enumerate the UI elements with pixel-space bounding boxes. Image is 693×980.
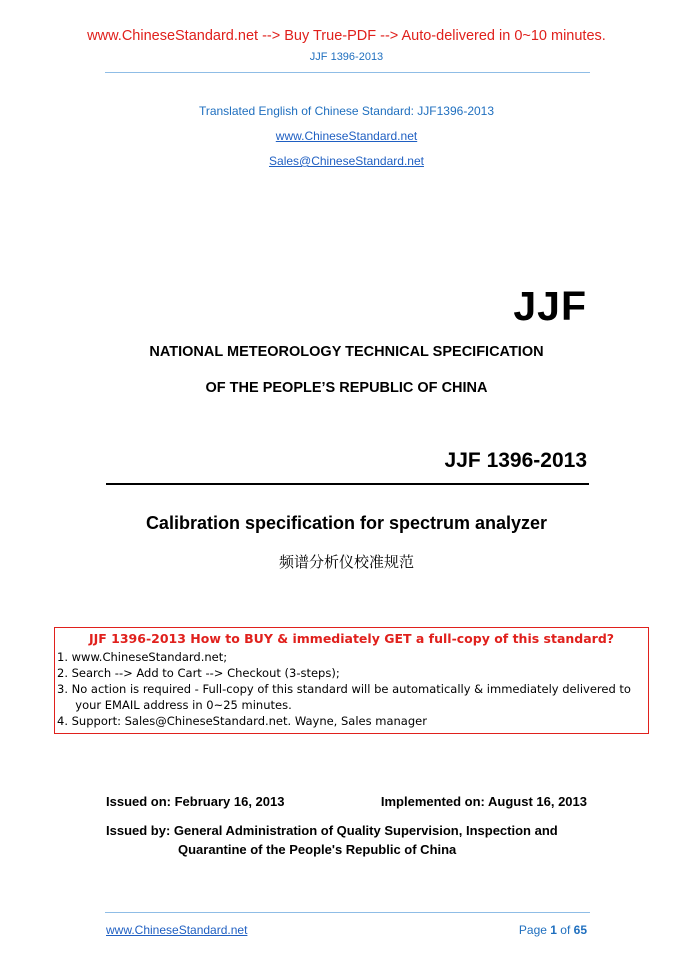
buy-step-2: 2. Search --> Add to Cart --> Checkout (3-steps); [57,666,340,680]
header-doc-code: JJF 1396-2013 [309,51,384,63]
title-english: Calibration specification for spectrum analyzer [145,513,548,533]
intro-website-link[interactable]: www.ChineseStandard.net [275,129,418,143]
title-divider [106,483,589,485]
footer-divider [105,912,590,913]
translated-note: Translated English of Chinese Standard: JJF1396-2013 [198,104,495,118]
implemented-date: Implemented on: August 16, 2013 [380,794,587,809]
org-line-1: NATIONAL METEOROLOGY TECHNICAL SPECIFICATION [149,344,544,360]
footer-website-link[interactable]: www.ChineseStandard.net [106,923,248,937]
intro-email-wrap [0,154,693,168]
issuer-line-1: Issued by: General Administration of Quality Supervision, Inspection and [106,823,558,838]
header-divider [105,72,590,73]
jjf-logo: JJF [513,283,587,329]
buy-step-4: 4. Support: Sales@ChineseStandard.net. Wayne, Sales manager [57,714,427,728]
issued-date: Issued on: February 16, 2013 [106,794,285,809]
issuer-line-2: Quarantine of the People's Republic of China [178,842,457,857]
buy-step-3-cont: your EMAIL address in 0~25 minutes. [57,698,292,712]
page-prefix: Page [518,923,551,937]
page-current: 1 [550,923,557,937]
buy-step-1: 1. www.ChineseStandard.net; [57,650,228,664]
title-chinese: 频谱分析仪校准规范 [278,553,414,571]
org-line-2: OF THE PEOPLE’S REPUBLIC OF CHINA [205,380,488,396]
header-banner: www.ChineseStandard.net --> Buy True-PDF --> Auto-delivered in 0~10 minutes. [87,28,606,44]
page-number [519,923,587,937]
buy-step-3: 3. No action is required - Full-copy of this standard will be automatically & immediately delivered to [57,682,631,696]
intro-email-link[interactable]: Sales@ChineseStandard.net [269,154,424,168]
page-of: of [556,923,574,937]
page-total: 65 [573,923,587,937]
intro-website-wrap [0,129,693,143]
buy-box-title: JJF 1396-2013 How to BUY & immediately GET a full-copy of this standard? [88,631,615,646]
buy-instructions-box [54,627,649,734]
standard-number: JJF 1396-2013 [444,449,587,472]
